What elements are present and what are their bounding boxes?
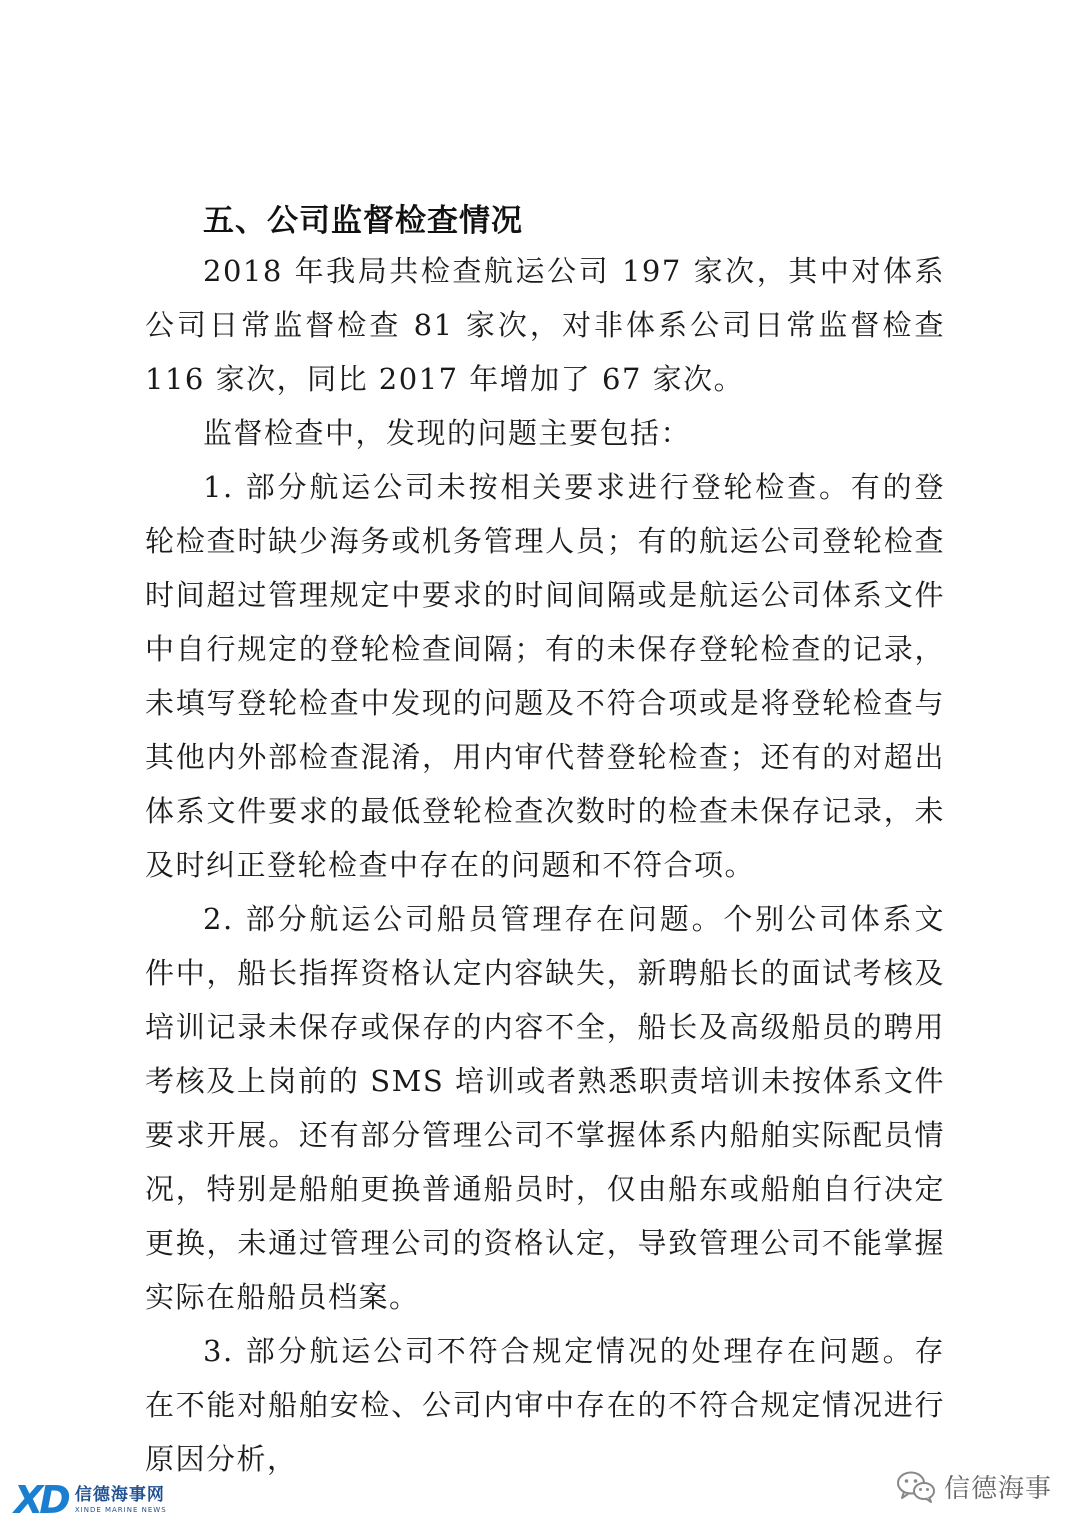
xd-logo-mark: XD [14, 1478, 67, 1522]
wechat-account-name: 信德海事 [943, 1474, 1052, 1504]
wechat-watermark [896, 1468, 1052, 1505]
paragraph-issue-2: 2. 部分航运公司船员管理存在问题。个别公司体系文件中，船长指挥资格认定内容缺失，新聘船长的面试考核及培训记录未保存或保存的内容不全，船长及高级船员的聘用考核及上岗前的 SMS 培训或者熟悉职责培训未按体系文件要求开展。还有部分管理公司不掌握体系内船舶实际配员情况，特别是船舶更换普通船员时，仅由船东或船舶自行决定更换，未通过管理公司的资格认定，导致管理公司不能掌握实际在船船员档案。 [145, 902, 945, 1314]
logo-english-name: XINDE MARINE NEWS [74, 1506, 167, 1514]
wechat-icon [896, 1470, 936, 1504]
document-body [145, 198, 945, 1486]
section-heading: 五、公司监督检查情况 [203, 203, 523, 239]
paragraph-issues-intro: 监督检查中，发现的问题主要包括： [203, 416, 692, 450]
xinde-logo [14, 1480, 167, 1520]
logo-chinese-name: 信德海事网 [74, 1485, 165, 1505]
paragraph-issue-1: 1. 部分航运公司未按相关要求进行登轮检查。有的登轮检查时缺少海务或机务管理人员；有的航运公司登轮检查时间超过管理规定中要求的时间间隔或是航运公司体系文件中自行规定的登轮检查间隔；有的未保存登轮检查的记录，未填写登轮检查中发现的问题及不符合项或是将登轮检查与其他内外部检查混淆，用内审代替登轮检查；还有的对超出体系文件要求的最低登轮检查次数时的检查未保存记录，未及时纠正登轮检查中存在的问题和不符合项。 [145, 470, 945, 882]
paragraph-issue-3: 3. 部分航运公司不符合规定情况的处理存在问题。存在不能对船舶安检、公司内审中存在的不符合规定情况进行原因分析， [145, 1334, 945, 1476]
logo-text [75, 1485, 167, 1515]
paragraph-inspection-summary: 2018 年我局共检查航运公司 197 家次，其中对体系公司日常监督检查 81 家次，对非体系公司日常监督检查 116 家次，同比 2017 年增加了 67 家次。 [145, 254, 945, 396]
